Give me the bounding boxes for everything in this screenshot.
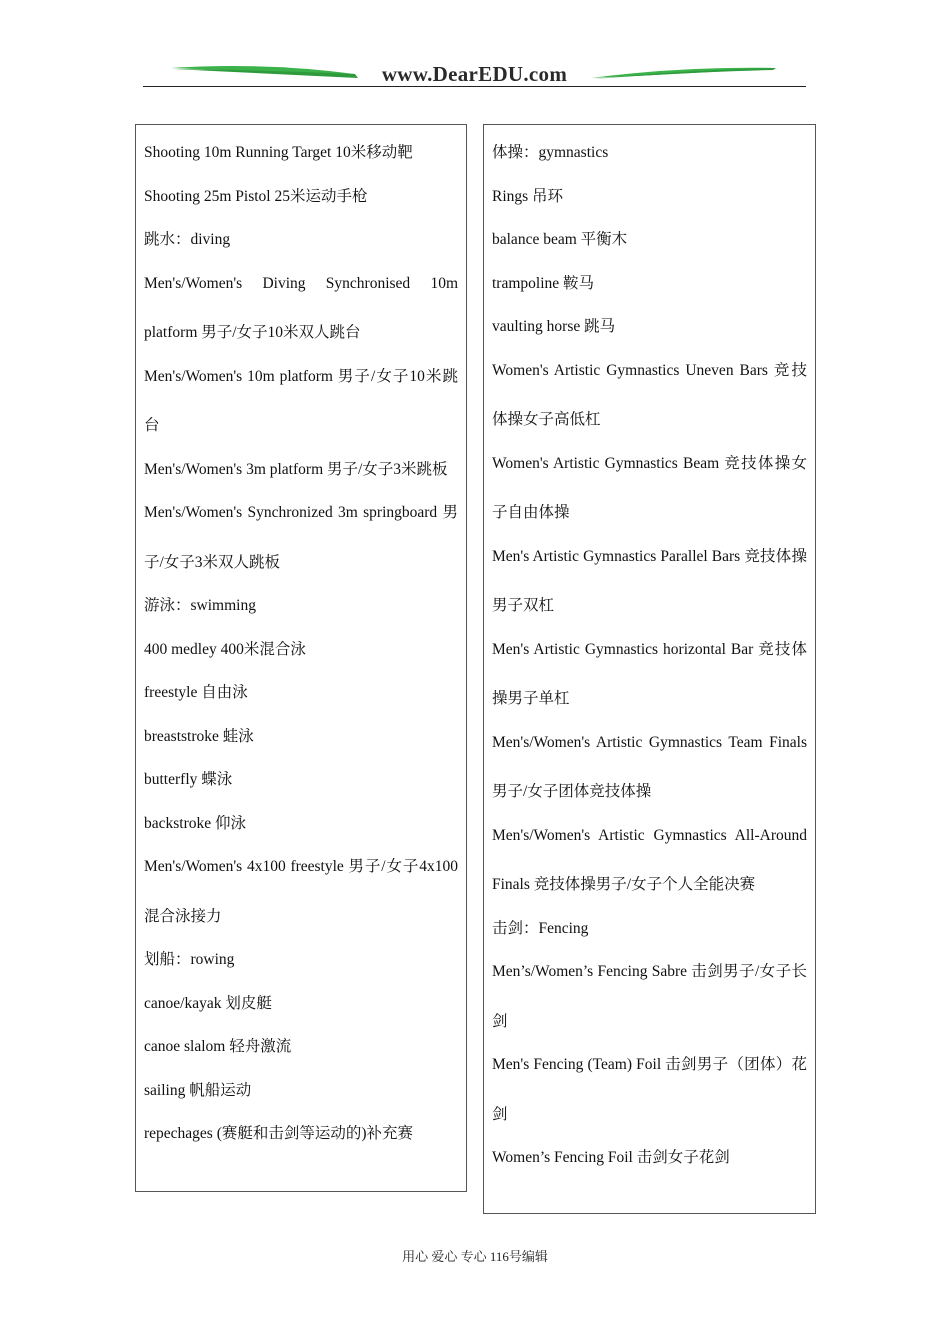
vocabulary-entry: Men's Artistic Gymnastics Parallel Bars 竞技体操男子双杠 [492, 547, 807, 614]
vocabulary-entry: Men's/Women's Artistic Gymnastics All-Around Finals 竞技体操男子/女子个人全能决赛 [492, 826, 807, 893]
vocabulary-entry: 400 medley 400米混合泳 [144, 640, 306, 658]
vocabulary-entry: Men's/Women's Artistic Gymnastics Team Finals 男子/女子团体竞技体操 [492, 733, 807, 800]
vocabulary-entry: repechages (赛艇和击剑等运动的)补充赛 [144, 1125, 414, 1142]
vocabulary-entry: 划船：rowing [144, 951, 235, 968]
vocabulary-entry: trampoline 鞍马 [492, 274, 595, 292]
vocabulary-entry: canoe/kayak 划皮艇 [144, 994, 272, 1012]
site-logo-text[interactable]: www.DearEDU.com [381, 62, 568, 86]
vocabulary-entry: 跳水：diving [144, 231, 231, 248]
vocabulary-entry: 击剑：Fencing [492, 919, 589, 937]
vocabulary-entry: Men's/Women's 4x100 freestyle 男子/女子4x100混合泳接力 [144, 858, 458, 925]
vocabulary-entry: Rings 吊环 [492, 187, 564, 205]
vocabulary-entry: Men’s/Women’s Fencing Sabre 击剑男子/女子长剑 [492, 963, 807, 1030]
vocabulary-entry: Men's/Women's 3m platform 男子/女子3米跳板 [144, 460, 448, 478]
vocabulary-entry: Men's/Women's Diving Synchronised 10m platform 男子/女子10米双人跳台 [144, 274, 458, 341]
header-divider [143, 86, 806, 87]
vocabulary-entry: Men's/Women's 10m platform 男子/女子10米跳台 [144, 367, 458, 434]
vocabulary-entry: 游泳：swimming [144, 597, 256, 614]
right-column [483, 124, 816, 1214]
page-footer: 用心 爱心 专心 116号编辑 [402, 1249, 548, 1264]
vocabulary-entry: Men's Fencing (Team) Foil 击剑男子（团体）花剑 [492, 1056, 807, 1123]
vocabulary-entry: Shooting 25m Pistol 25米运动手枪 [144, 187, 368, 205]
vocabulary-entry: canoe slalom 轻舟激流 [144, 1038, 292, 1055]
vocabulary-entry: balance beam 平衡木 [492, 231, 628, 248]
vocabulary-entry: freestyle 自由泳 [144, 684, 248, 701]
vocabulary-entry: Women’s Fencing Foil 击剑女子花剑 [492, 1149, 730, 1166]
page-header [143, 60, 806, 90]
vocabulary-entry: breaststroke 蛙泳 [144, 727, 254, 745]
vocabulary-entry: Men's/Women's Synchronized 3m springboard 男子/女子3米双人跳板 [144, 504, 458, 571]
vocabulary-entry: Women's Artistic Gymnastics Uneven Bars 竞技体操女子高低杠 [492, 361, 807, 428]
vocabulary-entry: 体操：gymnastics [492, 144, 609, 161]
vocabulary-entry: Shooting 10m Running Target 10米移动靶 [144, 144, 413, 161]
vocabulary-entry: butterfly 蝶泳 [144, 771, 233, 788]
vocabulary-entry: Women's Artistic Gymnastics Beam 竞技体操女子自由体操 [492, 454, 807, 521]
vocabulary-entry: backstroke 仰泳 [144, 814, 247, 832]
left-column [135, 124, 467, 1192]
vocabulary-entry: sailing 帆船运动 [144, 1081, 252, 1099]
vocabulary-entry: Men's Artistic Gymnastics horizontal Bar 竞技体操男子单杠 [492, 640, 807, 707]
vocabulary-entry: vaulting horse 跳马 [492, 318, 616, 335]
